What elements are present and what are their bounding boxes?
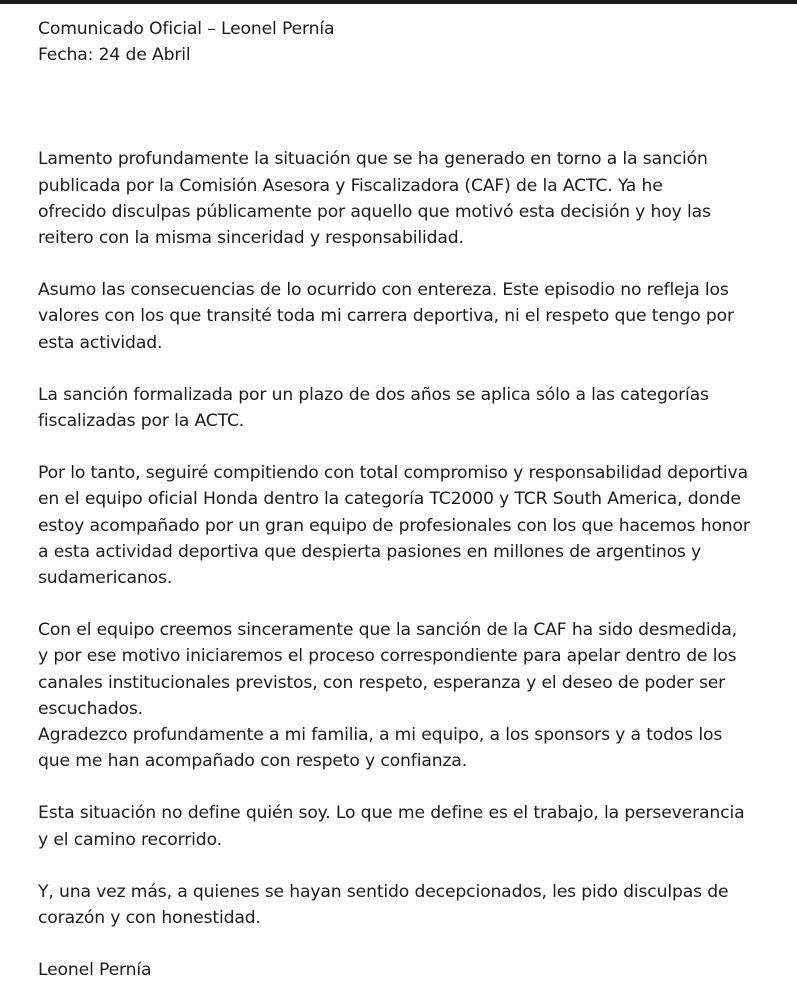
paragraph-appeal: Con el equipo creemos sinceramente que la sanción de la CAF ha sido desmedida, y por ese motivo iniciaremos el proceso correspondiente para apelar dentro de los canales institucionales previstos, con respeto, esperanza y el deseo de poder ser escuchados. Agradezco profundamente a mi familia, a mi equipo, a los sponsors y a todos los que me han acompañado con respeto y confianza. xyxy=(38,620,737,772)
statement-document xyxy=(38,16,794,983)
document-title: Comunicado Oficial – Leonel Pernía xyxy=(38,19,335,39)
document-header xyxy=(38,16,794,68)
document-date: Fecha: 24 de Abril xyxy=(38,45,191,66)
paragraph-apology: Lamento profundamente la situación que se ha generado en torno a la sanción publicada por la Comisión Asesora y Fiscalizadora (CAF) de la ACTC. Ya he ofrecido disculpas públicamente por aquello que motivó esta decisión y hoy las reitero con la misma sinceridad y responsabilidad. xyxy=(38,149,711,249)
top-border xyxy=(0,0,797,4)
paragraph-consequences: Asumo las consecuencias de lo ocurrido con entereza. Este episodio no refleja los valores con los que transité toda mi carrera deportiva, ni el respeto que tengo por esta actividad. xyxy=(38,280,734,353)
paragraph-closing-apology: Y, una vez más, a quienes se hayan sentido decepcionados, les pido disculpas de corazón y con honestidad. xyxy=(38,881,729,929)
paragraph-sanction-scope: La sanción formalizada por un plazo de dos años se aplica sólo a las categorías fiscalizadas por la ACTC. xyxy=(38,384,709,432)
paragraph-continue-competing: Por lo tanto, seguiré compitiendo con total compromiso y responsabilidad deportiva en el equipo oficial Honda dentro la categoría TC2000 y TCR South America, donde estoy acompañado por un gran equipo de profesionales con los que hacemos honor a esta actividad deportiva que despierta pasiones en millones de argentinos y sudamericanos. xyxy=(38,463,750,589)
paragraph-identity: Esta situación no define quién soy. Lo que me define es el trabajo, la perseverancia y el camino recorrido. xyxy=(38,803,745,850)
signature: Leonel Pernía xyxy=(38,960,152,981)
